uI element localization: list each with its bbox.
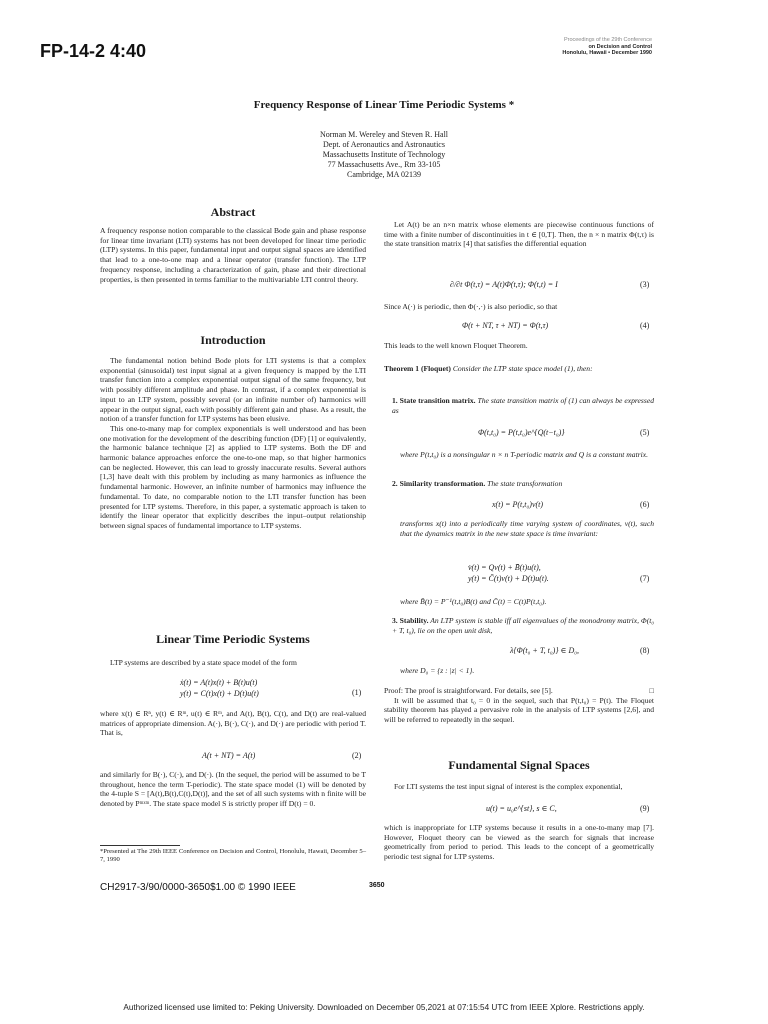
proof-end-box: □ [649, 686, 654, 695]
equation-9: u(t) = u₀e^{st}, s ∈ C, [486, 804, 557, 813]
abstract-text [100, 226, 366, 284]
theorem-1 [384, 364, 654, 374]
ltp-text-2 [100, 709, 366, 738]
fss-heading: Fundamental Signal Spaces [448, 758, 590, 772]
intro-paragraph-2: This one-to-many map for complex exponentials is well understood and has been one motivation for the development of the describing function (DF) [1] or equivalently, the harmonic balance technique [2] as applied to LTP systems. Both the DF and harmonic balance approaches enforce the one-to-one map, so that higher harmonics can be neglected. However, this can lead to grossly inaccurate results. Several authors [1,3] have dealt with this problem by including as many harmonics as influence the fundamental harmonic. However, an infinite number of harmonics may influence the fundamental. To date, no comparable notion to the LTI transfer function has been presented for LTP systems. Therefore, in this paper, a systematic approach is taken to identify the linear operator that explicitly describes the input–output relationship between signal spaces of fundamental importance to LTP systems. [100, 423, 366, 530]
author-institute: Massachusetts Institute of Technology [322, 150, 446, 159]
theorem-item-1 [392, 396, 654, 415]
right-paragraph-2: Since A(·) is periodic, then Φ(·,·) is also periodic, so that [384, 302, 558, 311]
fss-text-1 [384, 782, 654, 792]
abstract-heading: Abstract [210, 205, 256, 219]
ltp-heading: Linear Time Periodic Systems [156, 632, 310, 646]
session-code: FP-14-2 4:40 [40, 41, 147, 61]
paper-title: Frequency Response of Linear Time Periodic Systems * [253, 99, 515, 111]
equation-1 [180, 677, 259, 699]
theorem-label: Theorem 1 (Floquet) [384, 364, 451, 373]
item-2-where-text: where B̄(t) = P⁻¹(t,t₀)B(t) and C̄(t) = C(t)P(t,t₀). [400, 597, 547, 606]
footnote-text: *Presented at The 29th IEEE Conference on Decision and Control, Honolulu, Hawaii, December 5–7, 1990 [100, 848, 366, 864]
author-block [220, 130, 548, 180]
item-1-tail [400, 450, 654, 460]
proceedings-line2: on Decision and Control [588, 43, 652, 50]
copyright-line: CH2917-3/90/0000-3650$1.00 © 1990 IEEE [100, 882, 296, 893]
ltp-paragraph-2: where x(t) ∈ Rⁿ, y(t) ∈ Rᵐ, u(t) ∈ Rᵐ, and A(t), B(t), C(t), and D(t) are real-valued matrices of appropriate dimension. A(·), B(·), C(·), and D(·) are periodic with period T. That is, [100, 709, 366, 738]
right-text-3 [384, 341, 654, 351]
author-city: Cambridge, MA 02139 [347, 170, 421, 179]
equation-1-number: (1) [352, 688, 362, 697]
item-3-where-text: where D₀ = {z : |z| < 1}. [400, 666, 475, 675]
item-1-tail-text: where P(t,t₀) is a nonsingular n × n T-periodic matrix and Q is a constant matrix. [400, 450, 649, 459]
proof-text: Proof: The proof is straightforward. For details, see [5]. [384, 686, 553, 695]
equation-5-number: (5) [640, 428, 650, 437]
ltp-text-3 [100, 770, 366, 809]
abstract-paragraph: A frequency response notion comparable to the classical Bode gain and phase response for linear time invariant (LTI) systems has not been developed for linear time periodic (LTP) systems. In this paper, fundamental input and output signal spaces are identified that lead to a one-to-one map and a linear operator (transfer function). The LTP frequency response, including a characterization of gain, phase and their directional properties, is then presented in terms familiar to the multivariable LTI control theory. [100, 226, 366, 284]
proceedings-line3: Honolulu, Hawaii • December 1990 [562, 50, 652, 57]
item-3-text: An LTP system is stable iff all eigenvalues of the monodromy matrix, Φ(t₀ + T, t₀), lie on the open unit disk, [392, 616, 654, 635]
equation-7-line-2: y(t) = C̄(t)v(t) + D(t)u(t). [468, 574, 549, 583]
right-intro [384, 220, 654, 249]
item-3-label: 3. Stability. [392, 616, 429, 625]
equation-4: Φ(t + NT, τ + NT) = Φ(t,τ) [462, 321, 549, 330]
item-1-label: 1. State transition matrix. [392, 396, 476, 405]
proof-block [384, 686, 654, 725]
equation-9-number: (9) [640, 804, 650, 813]
item-2-label: 2. Similarity transformation. [392, 479, 486, 488]
equation-6-number: (6) [640, 500, 650, 509]
item-1-text: The state transition matrix of (1) can always be expressed as [392, 396, 655, 415]
introduction-heading: Introduction [200, 333, 266, 347]
equation-1-line-2: y(t) = C(t)x(t) + D(t)u(t) [180, 689, 259, 698]
footnote [100, 848, 366, 865]
page-number: 3650 [369, 882, 385, 889]
proceedings-line1: Proceedings of the 29th Conference [563, 37, 652, 43]
ltp-paragraph-3: and similarly for B(·), C(·), and D(·). (In the sequel, the period will be assumed to be T throughout, hence the term T-periodic). The state space model (1) will be denoted by the 4-tuple S = [A(t),B(t),C(t),D(t)], and the set of all such systems with n finite will be denoted by Pᵐˣᵐ. The state space model S is strictly proper iff D(t) = 0. [100, 770, 366, 809]
equation-7-line-1: v̇(t) = Qv(t) + B̄(t)u(t), [468, 563, 541, 572]
item-3-where [400, 666, 654, 676]
ltp-intro-text [100, 658, 366, 668]
fss-text-2 [384, 823, 654, 862]
item-2-text: The state transformation [487, 479, 563, 488]
item-2-tail-text: transforms x(t) into a periodically time varying system of coordinates, v(t), such that the dynamics matrix in the new state space is time invariant: [400, 519, 654, 538]
equation-1-line-1: ẋ(t) = A(t)x(t) + B(t)u(t) [180, 678, 258, 687]
equation-3: ∂/∂t Φ(t,τ) = A(t)Φ(t,τ); Φ(t,t) = I [450, 280, 558, 289]
theorem-text: Consider the LTP state space model (1), then: [452, 364, 593, 373]
theorem-item-3 [392, 616, 654, 635]
equation-2: A(t + NT) = A(t) [202, 751, 256, 760]
author-names: Norman M. Wereley and Steven R. Hall [319, 130, 449, 139]
equation-7-number: (7) [640, 574, 650, 583]
proceedings-block [520, 37, 652, 57]
theorem-item-2 [392, 479, 654, 489]
equation-5: Φ(t,t₀) = P(t,t₀)e^{Q(t−t₀)} [478, 428, 565, 437]
item-2-where [400, 597, 654, 607]
equation-7 [468, 562, 549, 584]
equation-4-number: (4) [640, 321, 650, 330]
item-2-tail [400, 519, 654, 538]
fss-paragraph-2: which is inappropriate for LTP systems because it results in a one-to-many map [7]. However, Floquet theory can be viewed as the search for signals that increase geometrically from period to period. This leads to the concept of a geometrically periodic test signal for LTP systems. [384, 823, 654, 862]
equation-8-number: (8) [640, 646, 650, 655]
intro-paragraph-1: The fundamental notion behind Bode plots for LTI systems is that a complex exponential (sinusoidal) test input signal at a given frequency is mapped by the LTI transfer function into a complex exponential output signal of the same frequency, but with possibly different amplitude and phase. In contrast, if a complex exponential is input to an LTP system, possibly several (or an infinite number of) harmonics will appear in the output signal, each with possibly different gain and phase. As a result, the notion of a transfer function for LTP systems has been elusive. [100, 356, 366, 424]
equation-3-number: (3) [640, 280, 650, 289]
footnote-rule [100, 845, 180, 846]
right-paragraph-1: Let A(t) be an n×n matrix whose elements are piecewise continuous functions of time with a finite number of discontinuities in t ∈ [0,T]. Then, the n × n matrix Φ(t,τ) is the state transition matrix [4] that satisfies the differential equation [384, 220, 654, 249]
author-address: 77 Massachusetts Ave., Rm 33-105 [327, 160, 441, 169]
author-dept: Dept. of Aeronautics and Astronautics [323, 140, 445, 149]
equation-2-number: (2) [352, 751, 362, 760]
right-paragraph-4: It will be assumed that t₀ = 0 in the sequel, such that P(t,t₀) = P(t). The Floquet stability theorem has played a pervasive role in the analysis of LTP systems [2,6], and will be referred to repeatedly in the sequel. [384, 695, 654, 725]
license-notice: Authorized licensed use limited to: Peking University. Downloaded on December 05,2021 at 07:15:54 UTC from IEEE Xplore. Restrictions apply. [123, 1003, 645, 1012]
introduction-text [100, 356, 366, 531]
equation-6: x(t) = P(t,t₀)v(t) [492, 500, 544, 509]
fss-paragraph-1: For LTI systems the test input signal of interest is the complex exponential, [394, 782, 623, 791]
right-paragraph-3: This leads to the well known Floquet Theorem. [384, 341, 528, 350]
right-text-2 [384, 302, 654, 312]
ltp-paragraph-1: LTP systems are described by a state space model of the form [110, 658, 297, 667]
equation-8: λ{Φ(t₀ + T, t₀)} ∈ D₀, [510, 646, 580, 655]
